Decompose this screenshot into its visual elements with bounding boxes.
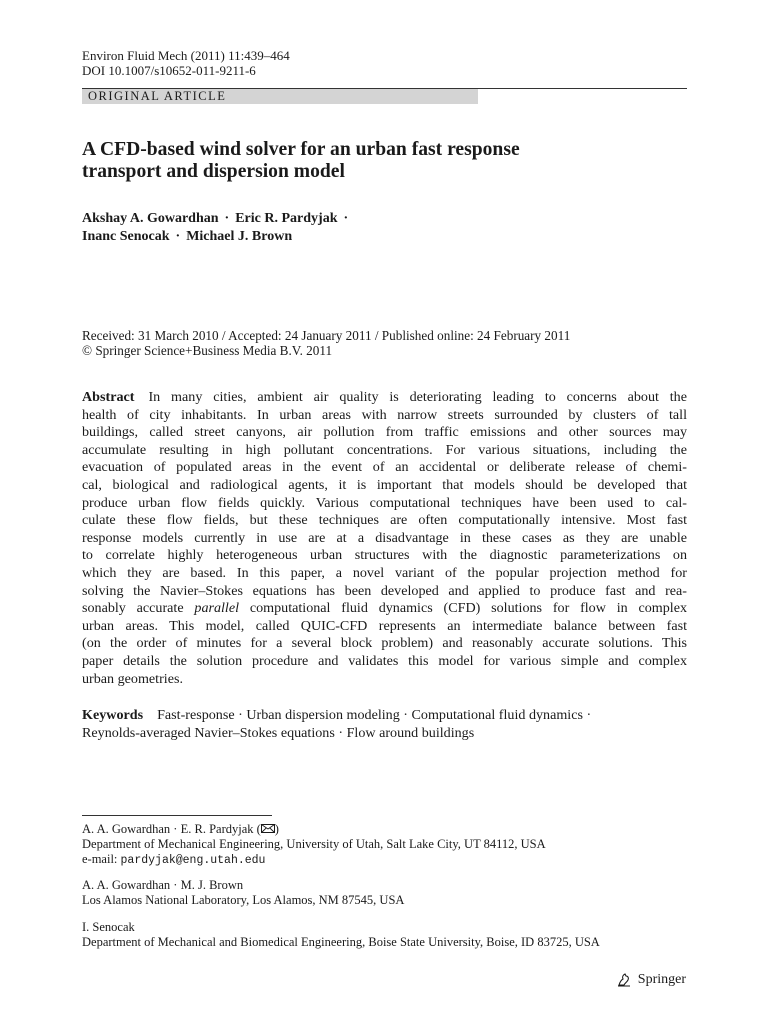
article-type-band: [82, 89, 478, 104]
italic-parallel: parallel: [194, 600, 240, 617]
affiliation-names: A. A. Gowardhan · M. J. Brown: [82, 878, 244, 892]
affiliation-names: A. A. Gowardhan · E. R. Pardyjak ( ): [82, 822, 279, 836]
abstract-line: evacuation of populated areas in the event of an accidental or deliberate release of chemi-: [82, 459, 687, 476]
abstract-line: health of city inhabitants. In urban areas with narrow streets surrounded by clusters of tall: [82, 406, 687, 423]
affiliation-names: I. Senocak: [82, 920, 135, 934]
abstract-line: cal, biological and radiological agents, it is important that models should be developed that: [82, 476, 687, 493]
publication-dates: Received: 31 March 2010 / Accepted: 24 January 2011 / Published online: 24 February 2011: [82, 328, 571, 343]
affiliation-email: e-mail: pardyjak@eng.utah.edu: [82, 852, 266, 867]
keywords: [82, 706, 687, 742]
envelope-icon: [261, 824, 275, 833]
springer-horse-icon: [616, 972, 632, 988]
article-type-label: ORIGINAL ARTICLE: [88, 89, 227, 103]
abstract-line: paper details the solution procedure and validates this model for various simple and complex: [82, 652, 687, 669]
author-line-2: [82, 229, 292, 245]
abstract-line: culate these flow fields, but these techniques are often computationally intensive. Most fast: [82, 512, 687, 529]
journal-citation: Environ Fluid Mech (2011) 11:439–464: [82, 48, 290, 63]
abstract-line: response models currently in use are at a disadvantage in these cases as they are unable: [82, 529, 687, 546]
publisher-logo: [616, 972, 686, 988]
abstract-label: Abstract: [82, 389, 135, 405]
abstract-line: (on the order of minutes for a several block problem) and reasonably accurate solutions. This: [82, 635, 687, 652]
copyright: © Springer Science+Business Media B.V. 2011: [82, 343, 333, 358]
author-separator: ·: [175, 229, 181, 244]
affiliation-los-alamos: [82, 878, 404, 908]
abstract-line: sonably accurate parallel computational fluid dynamics (CFD) solutions for flow in complex: [82, 600, 687, 617]
author-line-1: [82, 211, 354, 227]
title-line-1: A CFD-based wind solver for an urban fast response: [82, 139, 520, 160]
affiliation-boise: [82, 920, 600, 950]
author-brown: Michael J. Brown: [186, 229, 293, 244]
author-pardyjak: Eric R. Pardyjak: [235, 211, 338, 226]
keywords-line-2: Reynolds-averaged Navier–Stokes equations · Flow around buildings: [82, 725, 475, 741]
abstract-line: Abstract In many cities, ambient air quality is deteriorating leading to concerns about the: [82, 389, 687, 405]
affiliation-dept: Department of Mechanical and Biomedical Engineering, Boise State University, Boise, ID 83725, USA: [82, 935, 600, 949]
doi: DOI 10.1007/s10652-011-9211-6: [82, 63, 256, 78]
affiliation-dept: Los Alamos National Laboratory, Los Alamos, NM 87545, USA: [82, 893, 405, 907]
abstract-line: which they are based. In this paper, a novel variant of the popular projection method for: [82, 564, 687, 581]
abstract-line: urban geometries.: [82, 670, 183, 687]
author-senocak: Inanc Senocak: [82, 229, 170, 244]
footnote-rule: [82, 815, 272, 816]
abstract-line: to correlate highly heterogeneous urban structures with the diagnostic parameterizations on: [82, 547, 687, 564]
abstract-line: produce urban flow fields quickly. Various computational techniques have been used to cal-: [82, 494, 687, 511]
abstract-line: solving the Navier–Stokes equations has been developed and applied to produce fast and rea-: [82, 582, 687, 599]
author-separator: ·: [343, 211, 349, 226]
author-gowardhan: Akshay A. Gowardhan: [82, 211, 219, 226]
abstract: [82, 389, 687, 688]
title-line-2: transport and dispersion model: [82, 161, 345, 182]
affiliation-dept: Department of Mechanical Engineering, University of Utah, Salt Lake City, UT 84112, USA: [82, 837, 546, 851]
affiliation-utah: [82, 822, 546, 868]
abstract-line: buildings, called street canyons, air pollution from traffic emissions and other sources may: [82, 424, 687, 441]
author-separator: ·: [224, 211, 230, 226]
paper-title: [82, 139, 682, 183]
email-link[interactable]: pardyjak@eng.utah.edu: [120, 854, 266, 867]
abstract-line: accumulate resulting in high pollutant concentrations. For various situations, including the: [82, 441, 687, 458]
publisher-name: Springer: [637, 972, 686, 987]
abstract-line: urban areas. This model, called QUIC-CFD represents an intermediate balance between fast: [82, 617, 687, 634]
keywords-line-1: Keywords Fast-response · Urban dispersion modeling · Computational fluid dynamics ·: [82, 707, 592, 723]
keywords-label: Keywords: [82, 707, 144, 723]
